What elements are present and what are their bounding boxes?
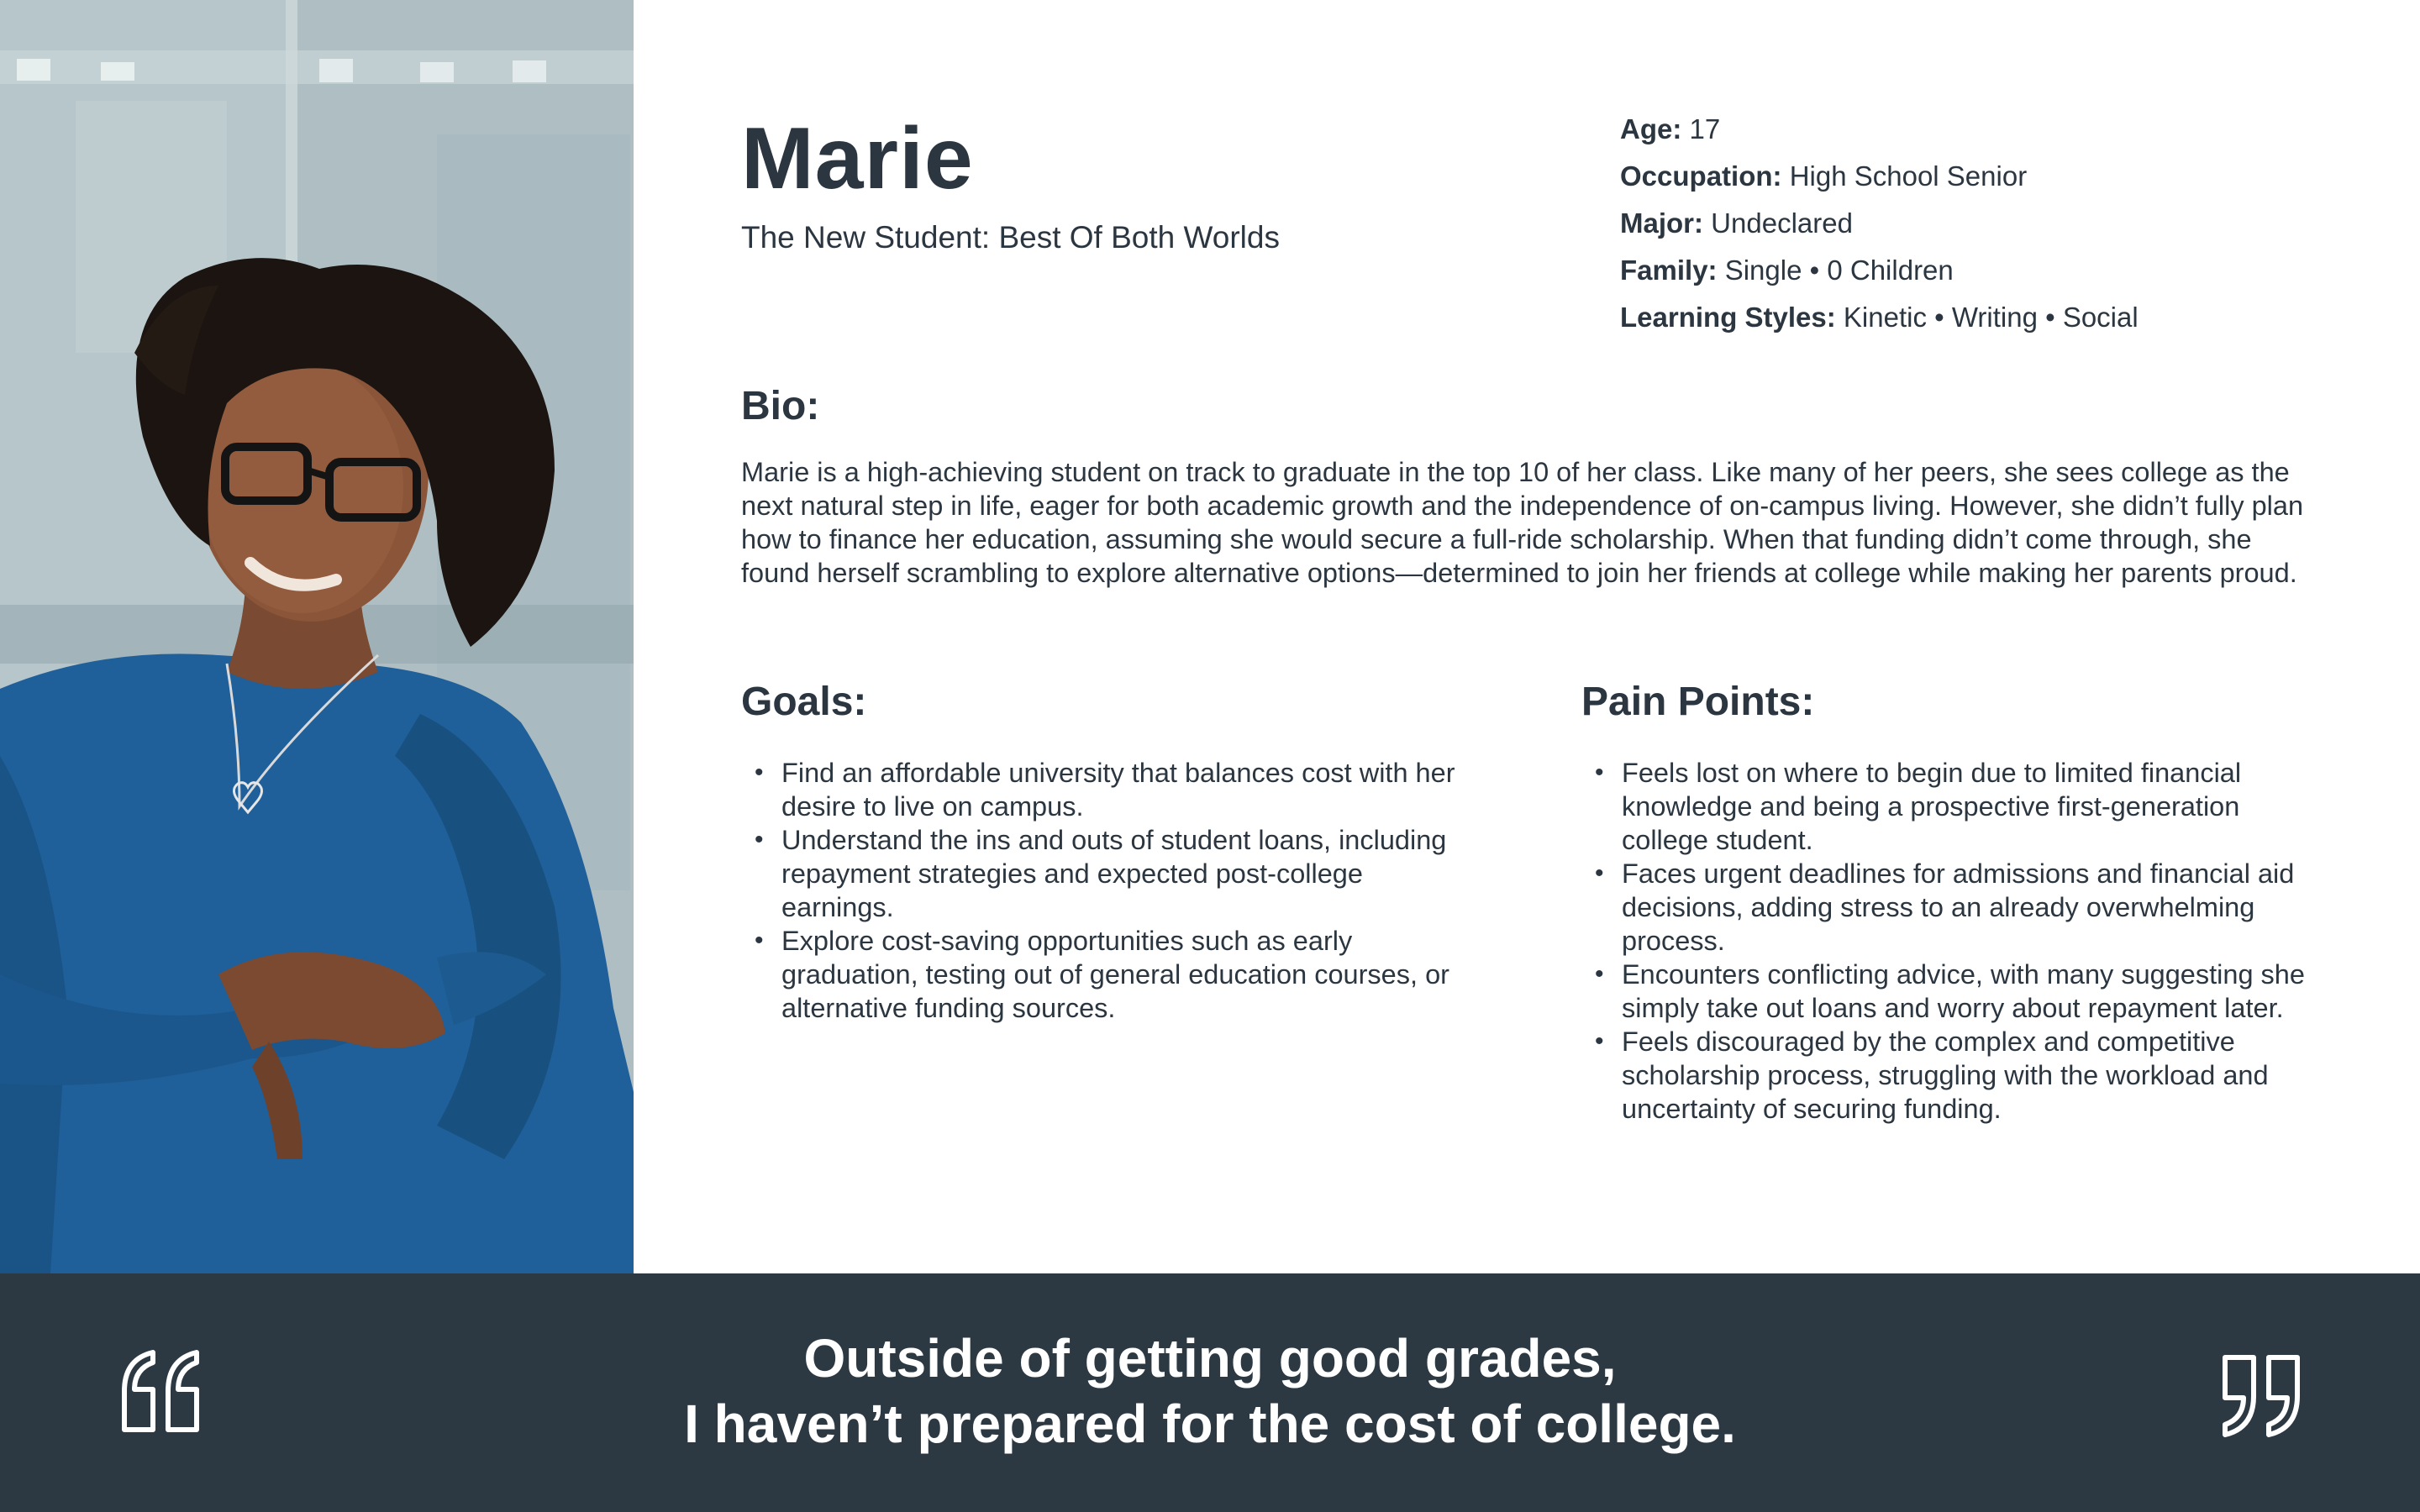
bullet-icon: • [1595,1027,1604,1055]
pain-points-list [1581,756,2321,1126]
goal-text: Find an affordable university that balances cost with her desire to live on campus. [781,758,1455,822]
bio-text: Marie is a high-achieving student on track to graduate in the top 10 of her class. Like many of her peers, she sees college as the next natural step in life, eager for both academic growth and the independence of on-campus living. However, she didn’t fully plan how to finance her education, assuming she would secure a full-ride scholarship. When that funding didn’t come through, she found herself scrambling to explore alternative options—determined to join her friends at college while making her parents proud. [741,457,2304,588]
pain-text: Encounters conflicting advice, with many suggesting she simply take out loans and worry about repayment later. [1622,959,2305,1023]
goals-list [741,756,1464,1025]
persona-photo [0,0,634,1273]
fact-label: Family: [1620,255,1718,286]
fact-family [1620,247,2139,294]
fact-label: Occupation: [1620,160,1782,192]
bio-heading: Bio: [741,384,820,428]
fact-label: Age: [1620,113,1682,144]
pain-points-heading: Pain Points: [1581,680,1815,724]
quote-line-2: I haven’t prepared for the cost of college. [684,1394,1736,1454]
fact-value: Kinetic • Writing • Social [1843,302,2139,333]
bullet-icon: • [755,826,764,853]
persona-name: Marie [741,110,974,207]
persona-subtitle: The New Student: Best Of Both Worlds [741,220,1280,255]
list-item [1581,958,2321,1025]
goal-text: Understand the ins and outs of student loans, including repayment strategies and expected post-college earnings. [781,825,1447,922]
pain-text: Faces urgent deadlines for admissions and financial aid decisions, adding stress to an already overwhelming process. [1622,858,2295,956]
persona-facts [1620,106,2139,341]
bullet-icon: • [1595,859,1604,887]
fact-value: High School Senior [1789,160,2028,192]
bullet-icon: • [755,927,764,954]
fact-value: Single • 0 Children [1724,255,1954,286]
persona-quote [0,1326,2420,1457]
fact-value: Undeclared [1711,207,1853,239]
bullet-icon: • [1595,960,1604,988]
fact-occupation [1620,153,2139,200]
fact-label: Major: [1620,207,1703,239]
fact-value: 17 [1689,113,1721,144]
fact-label: Learning Styles: [1620,302,1836,333]
goal-text: Explore cost-saving opportunities such as early graduation, testing out of general education courses, or alternative funding sources. [781,926,1449,1023]
goals-heading: Goals: [741,680,867,724]
fact-major [1620,200,2139,247]
list-item [741,756,1464,823]
quote-line-1: Outside of getting good grades, [803,1328,1617,1389]
list-item [741,823,1464,924]
list-item [1581,857,2321,958]
list-item [1581,756,2321,857]
list-item [741,924,1464,1025]
fact-learning-styles [1620,294,2139,341]
bullet-icon: • [1595,759,1604,786]
fact-age [1620,106,2139,153]
portrait-photo [0,0,634,1273]
pain-text: Feels discouraged by the complex and competitive scholarship process, struggling with the workload and uncertainty of securing funding. [1622,1026,2269,1124]
bullet-icon: • [755,759,764,786]
list-item [1581,1025,2321,1126]
pain-text: Feels lost on where to begin due to limited financial knowledge and being a prospective first-generation college student. [1622,758,2242,855]
